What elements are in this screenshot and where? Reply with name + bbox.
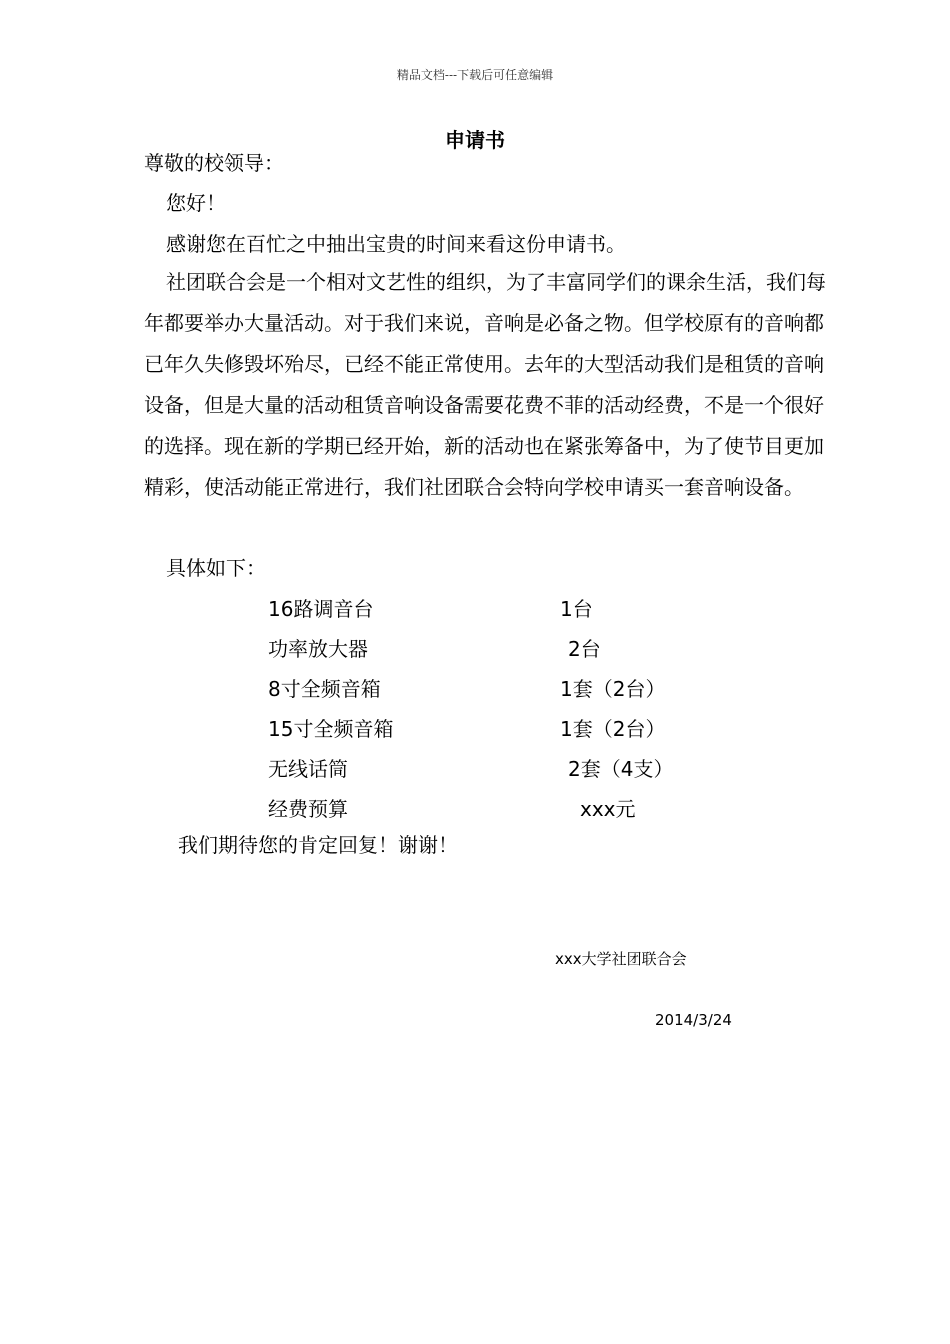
equipment-quantity: 1套（2台） [560, 717, 666, 741]
equipment-item [268, 669, 698, 709]
closing-line: 我们期待您的肯定回复！谢谢！ [178, 833, 458, 857]
equipment-name: 功率放大器 [268, 637, 368, 661]
document-title: 申请书 [445, 128, 505, 152]
equipment-item [268, 749, 698, 789]
equipment-item [268, 709, 698, 749]
thanks-line: 感谢您在百忙之中抽出宝贵的时间来看这份申请书。 [166, 232, 626, 256]
equipment-list [268, 589, 698, 829]
equipment-item [268, 629, 698, 669]
equipment-quantity: 2套（4支） [568, 757, 674, 781]
equipment-name: 经费预算 [268, 797, 348, 821]
equipment-name: 16路调音台 [268, 597, 374, 621]
equipment-item [268, 789, 698, 829]
equipment-name: 8寸全频音箱 [268, 677, 381, 701]
greeting: 您好！ [166, 191, 226, 215]
equipment-quantity: 2台 [568, 637, 601, 661]
equipment-item [268, 589, 698, 629]
equipment-quantity: 1套（2台） [560, 677, 666, 701]
page-header-note: 精品文档---下载后可任意编辑 [396, 68, 554, 82]
main-paragraph: 社团联合会是一个相对文艺性的组织，为了丰富同学们的课余生活，我们每年都要举办大量活动。对于我们来说，音响是必备之物。但学校原有的音响都已年久失修毁坏殆尽，已经不能正常使用。去年的大型活动我们是租赁的音响设备，但是大量的活动租赁音响设备需要花费不菲的活动经费，不是一个很好的选择。现在新的学期已经开始，新的活动也在紧张筹备中，为了使节目更加精彩，使活动能正常进行，我们社团联合会特向学校申请买一套音响设备。 [144, 270, 826, 499]
equipment-name: 15寸全频音箱 [268, 717, 394, 741]
equipment-quantity: 1台 [560, 597, 593, 621]
equipment-quantity: xxx元 [580, 797, 636, 821]
signature: xxx大学社团联合会 [555, 950, 687, 968]
date: 2014/3/24 [655, 1011, 732, 1029]
equipment-name: 无线话筒 [268, 757, 348, 781]
details-intro: 具体如下： [166, 556, 266, 580]
salutation: 尊敬的校领导： [144, 151, 284, 175]
